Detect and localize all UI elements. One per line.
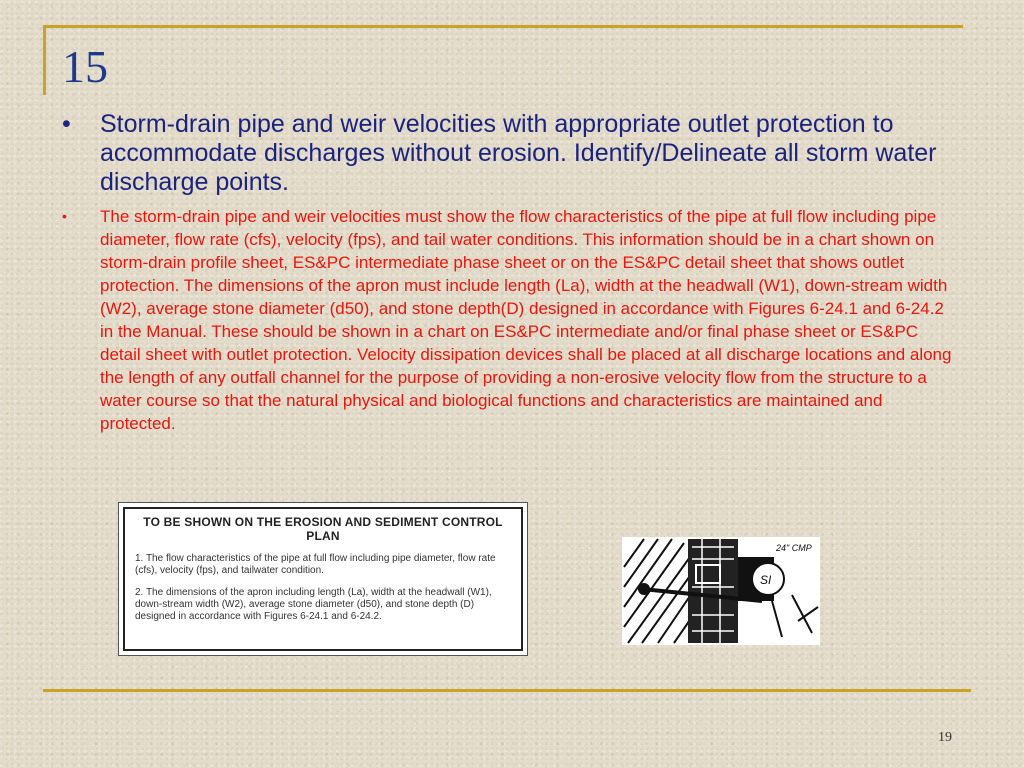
outlet-plan-sketch [622, 537, 820, 645]
bullet-marker: • [62, 208, 67, 224]
sketch-label-cmp: 24" CMP [776, 543, 812, 553]
top-rule [43, 25, 963, 28]
callout-title: TO BE SHOWN ON THE EROSION AND SEDIMENT CONTROL PLAN [143, 515, 503, 543]
sketch-label-si: SI [760, 573, 772, 587]
bullet-list [62, 110, 952, 435]
bullet-text: The storm-drain pipe and weir velocities must show the flow characteristics of the pipe at full flow including pipe diameter, flow rate (cfs), velocity (fps), and tail water conditions. This information should be in a chart shown on storm-drain profile sheet, ES&PC intermediate phase sheet or on the ES&PC detail sheet that shows outlet protection. The dimensions of the apron must include length (La), width at the headwall (W1), down-stream width (W2), average stone diameter (d50), and stone depth(D) designed in accordance with Figures 6-24.1 and 6-24.2 in the Manual. These should be shown in a chart on ES&PC intermediate and/or final phase sheet or ES&PC detail sheet with outlet protection. Velocity dissipation devices shall be placed at all discharge locations and along the length of any outfall channel for the purpose of providing a non-erosive velocity flow from the structure to a water course so that the natural physical and biological functions and characteristics are maintained and protected. [100, 207, 952, 433]
structure-block [688, 539, 738, 643]
pipe-end [638, 583, 650, 595]
bullet-marker: • [62, 110, 71, 138]
callout-item: 1. The flow characteristics of the pipe at full flow including pipe diameter, flow rate (cfs), velocity (fps), and tailwater condition. [135, 553, 496, 576]
bullet-secondary [62, 205, 952, 435]
callout-frame [123, 507, 523, 651]
callout-item: 2. The dimensions of the apron including length (La), width at the headwall (W1), down-stream width (W2), average stone diameter (d50), and stone depth (D) designed in accordance with Figures 6-24.1 and 6-24.2. [135, 587, 492, 622]
bullet-primary [62, 110, 952, 197]
page-number: 19 [938, 730, 952, 745]
left-rule [43, 25, 46, 95]
slide-heading: 15 [62, 41, 108, 92]
bottom-rule [43, 689, 971, 692]
bullet-text: Storm-drain pipe and weir velocities with appropriate outlet protection to accommodate discharges without erosion. Identify/Delineate all storm water discharge points. [100, 110, 937, 196]
erosion-plan-callout [118, 502, 528, 656]
